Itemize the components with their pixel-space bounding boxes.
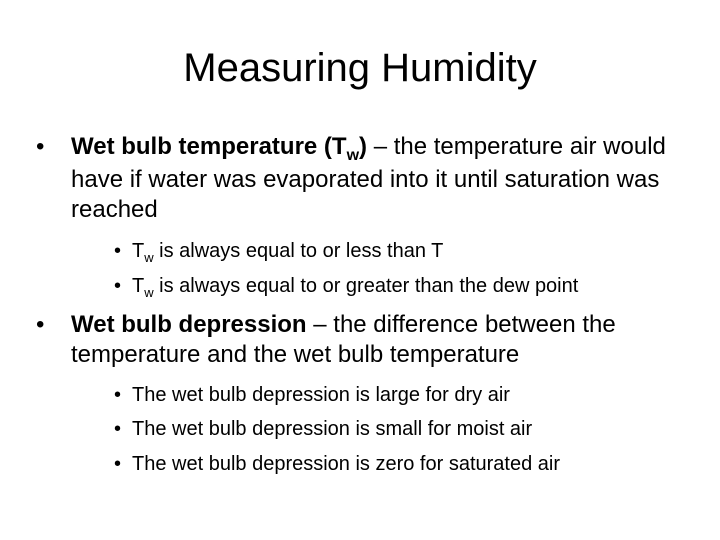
sub-bullet-dot: • [114, 453, 122, 475]
bullet-term: Wet bulb temperature $(T_w)$ [71, 133, 368, 164]
bullet-term: Wet bulb depression [71, 311, 307, 338]
bullet-definition-rest: air would have if water was evaporated into it until saturation was reached [71, 133, 666, 223]
sub-bullet-dot: • [114, 384, 122, 406]
bullet-definition: – the difference between [306, 311, 576, 338]
sub-bullet-small-moist-air [114, 416, 714, 442]
sub-bullet-zero-saturated-air [114, 451, 714, 477]
bullet-text [71, 132, 676, 225]
sub-bullet-dot: • [114, 275, 122, 297]
sub-bullet-dot: • [114, 418, 122, 440]
bullet-definition-rest: the temperature and the wet bulb temperature [71, 311, 616, 368]
sub-bullet-tw-greater-than-dew-point [114, 273, 714, 301]
bullet-text [71, 310, 676, 370]
sub-bullet-text: $T_w$ is always equal to or greater than the dew point [132, 275, 579, 300]
bullet-definition: – the temperature [367, 133, 564, 160]
bullet-dot: • [36, 311, 45, 338]
sub-bullet-tw-less-than-t [114, 238, 714, 266]
sub-bullet-text: The wet bulb depression is small for moist air [132, 418, 533, 440]
sub-bullet-dot: • [114, 240, 122, 262]
bullet-wet-bulb-depression [36, 310, 676, 370]
sub-bullet-text: The wet bulb depression is large for dry air [132, 384, 510, 406]
sub-bullet-text: $T_w$ is always equal to or less than T [132, 240, 444, 265]
sub-bullet-text: The wet bulb depression is zero for saturated air [132, 453, 560, 475]
bullet-dot: • [36, 133, 45, 160]
bullet-wet-bulb-temperature [36, 132, 676, 225]
slide-title: Measuring Humidity [183, 46, 537, 90]
sub-bullet-large-dry-air [114, 382, 714, 408]
